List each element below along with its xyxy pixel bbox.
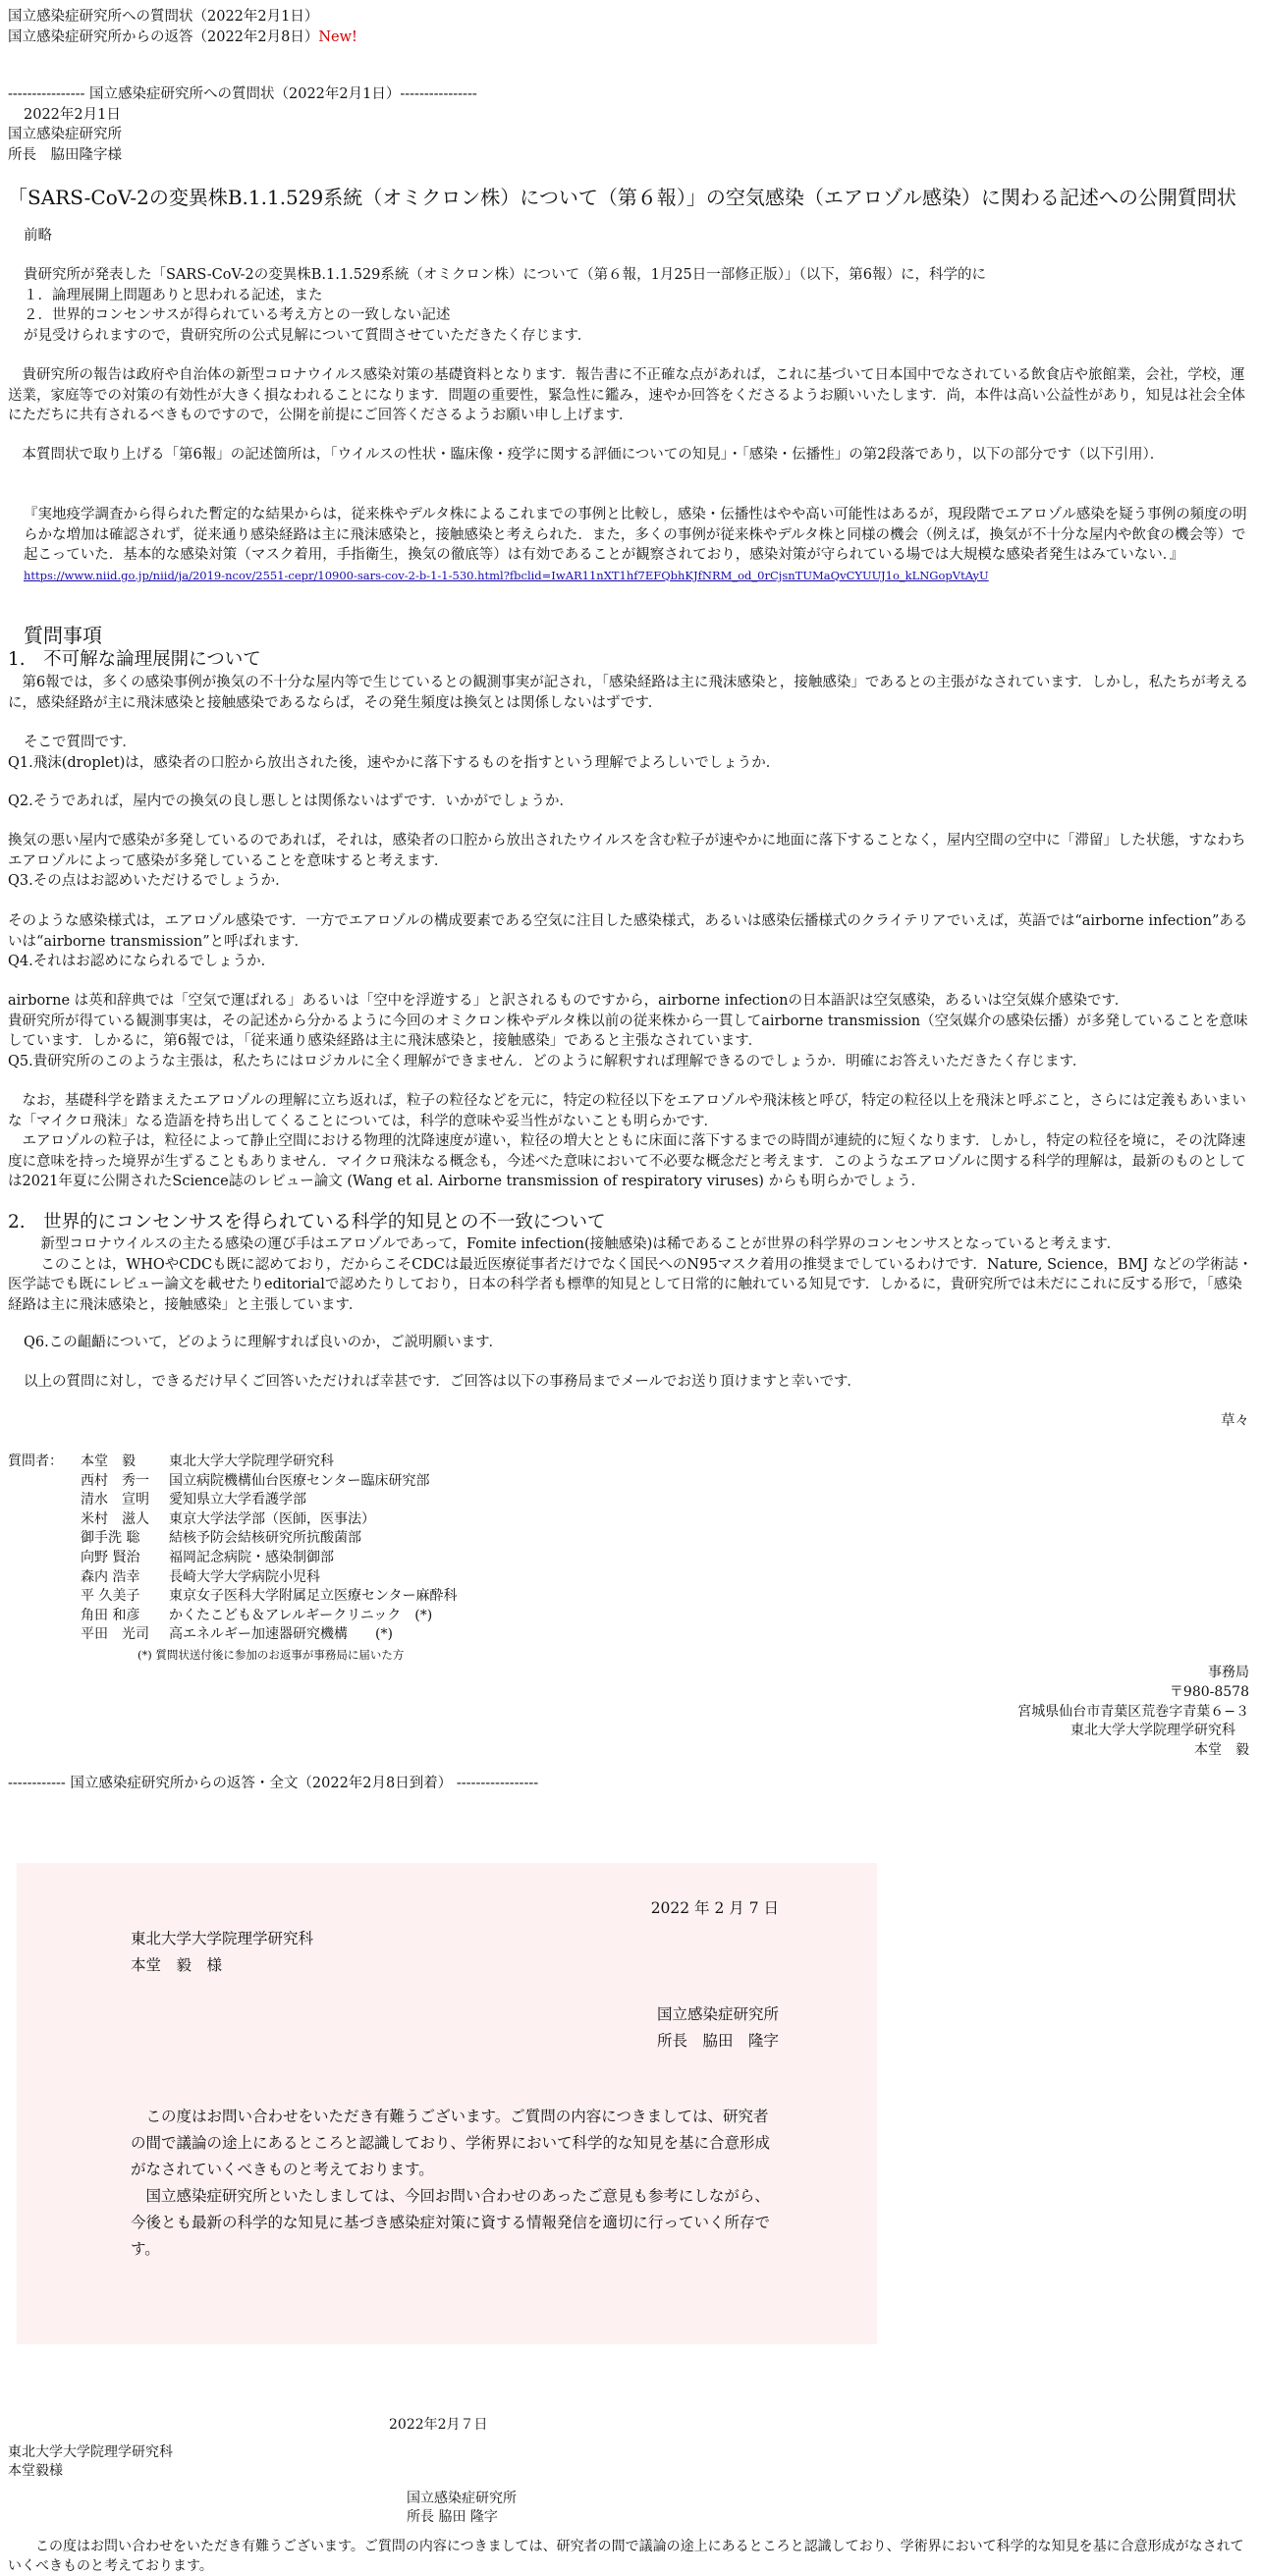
- signer-affiliation: 愛知県立大学看護学部: [169, 1492, 306, 1508]
- signer-affiliation: 国立病院機構仙台医療センター臨床研究部: [169, 1472, 430, 1489]
- section1-note-1: なお，基礎科学を踏まえたエアロゾルの理解に立ち返れば，粒子の粒径などを元に，特定の粒径以下をエアロゾルや飛沫核と呼び，特定の粒径以上を飛沫と呼ぶこと，さらには定義もあいまいな「マイクロ飛沫」なる造語を持ち出してくることについては，科学的意味や妥当性がないことも明らかです．: [8, 1093, 1246, 1129]
- section1-title: 1. 不可解な論理展開について: [8, 649, 261, 670]
- signers-note: (*) 質問状送付後に参加のお返事が事務局に届いた方: [137, 1647, 405, 1662]
- reply-from: [657, 2001, 779, 2055]
- signer-label-cell: [8, 1568, 81, 1588]
- reply-banner: ------------ 国立感染症研究所からの返答・全文（2022年2月8日到着） -----------------: [8, 1776, 539, 1791]
- signer-row: [8, 1510, 457, 1530]
- plain-reply: [8, 2416, 1255, 2576]
- recipient-name: 所長 脇田隆字様: [8, 146, 122, 163]
- signer-row: [8, 1491, 457, 1510]
- signer-name: 向野 賢治: [81, 1549, 140, 1565]
- signer-label-cell: [8, 1529, 81, 1549]
- section1-note: [8, 1091, 1253, 1192]
- reply-banner-block: [8, 1774, 1253, 1794]
- office-line-3: 宮城県仙台市青葉区荒巻字青葉６−３: [1017, 1703, 1249, 1720]
- signer-name: 西村 秀一: [81, 1472, 149, 1489]
- question-5-lead-2: 貴研究所が得ている観測事実は，その記述から分かるように今回のオミクロン株やデルタ株以前の従来株から一貫してairborne transmission（空気媒介の感染伝播）が多発していることを意味しています．しかるに，第6報では，「従来通り感染経路は主に飛沫感染と，接触感染」であると主張なされています．: [8, 1013, 1248, 1049]
- then-question-text: そこで質問です．: [24, 735, 137, 750]
- signer-name: 森内 浩幸: [81, 1568, 140, 1585]
- letter-title: 「SARS-CoV-2の変異株B.1.1.529系統（オミクロン株）について（第６報）」の空気感染（エアロゾル感染）に関わる記述への公開質問状: [8, 186, 1236, 209]
- preface-heading: 前略: [24, 228, 52, 244]
- office-line-1: 事務局: [1208, 1665, 1249, 1680]
- question-letter-link[interactable]: 国立感染症研究所への質問状（2022年2月1日）: [8, 9, 319, 25]
- question-4-lead: そのような感染様式は，エアロゾル感染です．一方でエアロゾルの構成要素である空気に注目した感染様式，あるいは感染伝播様式のクライテリアでいえば，英語では“airborne infection”あるいは“airborne transmission”と呼ばれます．: [8, 913, 1248, 950]
- q4-block: [8, 911, 1253, 972]
- section1-text: 第6報では，多くの感染事例が換気の不十分な屋内等で生じているとの観測事実が記され，「感染経路は主に飛沫感染と，接触感染」であるとの主張がなされています．しかし，私たちが考えるに，感染経路が主に飛沫感染と接触感染であるならば，その発生頻度は換気とは関係しないはずです．: [8, 675, 1249, 711]
- reply-body-2: 国立感染症研究所といたしましては、今回お問い合わせのあったご意見も参考にしながら、今後とも最新の科学的な知見に基づき感染症対策に資する情報発信を適切に行っていく所存です。: [131, 2187, 771, 2258]
- q5-block: [8, 991, 1253, 1071]
- header-links: [8, 7, 1253, 47]
- signer-row: [8, 1452, 457, 1472]
- section2: [8, 1211, 1253, 1315]
- new-badge: New!: [318, 28, 357, 45]
- signer-affiliation: 高エネルギー加速器研究機構 (*): [169, 1626, 393, 1643]
- recipient-org: 国立感染症研究所: [8, 127, 122, 142]
- section2-text-1: 新型コロナウイルスの主たる感染の運び手はエアロゾルであって，Fomite infection(接触感染)は稀であることが世界の科学界のコンセンサスとなっていると考えます．: [40, 1236, 1122, 1252]
- intro-line-1: 貴研究所が発表した「SARS-CoV-2の変異株B.1.1.529系統（オミクロン株）について（第６報，1月25日一部修正版）」（以下，第6報）に，科学的に: [24, 267, 986, 283]
- q2-block: [8, 792, 1253, 812]
- plain-reply-body: この度はお問い合わせをいただき有難うございます。ご質問の内容につきましては、研究者の間で議論の途上にあるところと認識しており、学術界において科学的な知見を基に合意形成がなされていくべきものと考えております。: [8, 2538, 1244, 2574]
- signers-block: [8, 1452, 1253, 1665]
- closing-block: [8, 1372, 1253, 1393]
- signer-label-cell: [8, 1625, 81, 1645]
- office-block: [8, 1664, 1253, 1761]
- questions-heading: 質問事項: [24, 624, 102, 647]
- importance-paragraph: [8, 365, 1253, 426]
- signer-affiliation: 東京女子医科大学附属足立医療センター麻酔科: [169, 1588, 458, 1605]
- reply-letter-image: [17, 1863, 877, 2344]
- signer-name: 角田 和彦: [81, 1607, 140, 1623]
- reply-to-org: 東北大学大学院理学研究科: [131, 1930, 314, 1947]
- signer-name: 米村 滋人: [81, 1510, 149, 1527]
- q1-block: [8, 733, 1253, 773]
- office-line-2: 〒980-8578: [1169, 1683, 1249, 1700]
- questions-heading-block: [8, 623, 1253, 672]
- question-6: Q6.この齟齬について，どのように理解すれば良いのか，ご説明願います．: [24, 1335, 503, 1350]
- signer-affiliation: 結核予防会結核研究所抗酸菌部: [169, 1530, 361, 1547]
- plain-reply-from-org: 国立感染症研究所: [407, 2490, 517, 2506]
- intro-line-3: ２．世界的コンセンサスが得られている考え方との一致しない記述: [24, 307, 451, 323]
- signer-label-cell: [8, 1549, 81, 1568]
- signer-row: [8, 1607, 457, 1626]
- question-1: Q1.飛沫(droplet)は，感染者の口腔から放出された後，速やかに落下するものを指すという理解でよろしいでしょうか．: [8, 754, 781, 771]
- sosou-text: 草々: [1221, 1413, 1249, 1429]
- signer-row: [8, 1549, 457, 1568]
- signer-affiliation: 東北大学大学院理学研究科: [169, 1453, 334, 1469]
- signer-row: [8, 1529, 457, 1549]
- signer-row: [8, 1587, 457, 1607]
- signer-affiliation: かくたこども＆アレルギークリニック (*): [169, 1607, 433, 1623]
- signer-name: 本堂 毅: [81, 1453, 136, 1469]
- reply-to-name: 本堂 毅 様: [131, 1956, 223, 1974]
- scope-text: 本質問状で取り上げる「第6報」の記述箇所は，「ウイルスの性状・臨床像・疫学に関する評価についての知見」・「感染・伝播性」の第2段落であり，以下の部分です（以下引用）．: [22, 447, 1165, 463]
- closing-text: 以上の質問に対し，できるだけ早くご回答いただければ幸甚です．ご回答は以下の事務局までメールでお送り頂けますと幸いです．: [24, 1374, 861, 1390]
- section1-paragraph: [8, 673, 1253, 713]
- letter-header: [8, 84, 1253, 165]
- signer-row: [8, 1625, 457, 1645]
- signer-label-cell: 質問者：: [8, 1453, 63, 1469]
- signer-name: 平 久美子: [81, 1588, 140, 1605]
- question-2: Q2.そうであれば，屋内での換気の良し悪しとは関係ないはずです．いかがでしょうか．: [8, 794, 574, 809]
- reply-date: 2022 年 2 月 7 日: [650, 1899, 779, 1917]
- letter-banner: ---------------- 国立感染症研究所への質問状（2022年2月1日）----------------: [8, 86, 477, 102]
- importance-text: 貴研究所の報告は政府や自治体の新型コロナウイルス感染対策の基礎資料となります．報告書に不正確な点があれば，これに基づいて日本国中でなされている飲食店や旅館業，会社，学校，運送業，家庭等での対策の有効性が大きく損なわれることになります．問題の重要性，緊急性に鑑み，速やか回答をくださるようお願いいたします．尚，本件は高い公益性があり，知見は社会全体にただちに共有されるべきものですので，公開を前提にご回答くださるようお願い申し上げます．: [8, 367, 1246, 423]
- q6-block: [8, 1333, 1253, 1353]
- signer-affiliation: 福岡記念病院・感染制御部: [169, 1549, 334, 1565]
- signer-label-cell: [8, 1607, 81, 1626]
- letter-date: 2022年2月1日: [24, 106, 121, 123]
- question-5-lead-1: airborne は英和辞典では「空気で運ばれる」あるいは「空中を浮遊する」と訳されるものですから，airborne infectionの日本語訳は空気感染，あるいは空気媒介感染です．: [8, 993, 1129, 1009]
- preface: [8, 226, 1253, 247]
- reply-from-org: 国立感染症研究所: [656, 2005, 779, 2023]
- signer-affiliation: 長崎大学大学病院小児科: [169, 1568, 320, 1585]
- signer-name: 清水 宣明: [81, 1492, 149, 1508]
- intro-line-2: １．論理展開上問題ありと思われる記述，また: [24, 287, 323, 303]
- signer-label-cell: [8, 1472, 81, 1492]
- reply-body: [131, 2104, 779, 2263]
- quotation-block: [8, 505, 1253, 585]
- quotation-text: 『実地疫学調査から得られた暫定的な結果からは，従来株やデルタ株によるこれまでの事例と比較し，感染・伝播性はやや高い可能性はあるが，現段階でエアロゾル感染を疑う事例の頻度の明らかな増加は確認されず，従来通り感染経路は主に飛沫感染と，接触感染と考えられた．また，多くの事例が従来株やデルタ株と同様の機会（例えば，換気が不十分な屋内や飲食の機会等）で起こっていた．基本的な感染対策（マスク着用，手指衛生，換気の徹底等）は有効であることが観察されており，感染対策が守られている場では大規模な感染者発生はみていない．』: [24, 507, 1247, 563]
- section1-note-2: エアロゾルの粒子は，粒径によって静止空間における物理的沈降速度が違い，粒径の増大とともに床面に落下するまでの時間が連続的に短くなります．しかし，特定の粒径を境に，その沈降速度に意味を持った境界が生ずることもありません．マイクロ飛沫なる概念も，今述べた意味において不必要な概念だと考えます．このようなエアロゾルに関する科学的理解は，最新のものとしては2021年夏に公開されたScience誌のレビュー論文 (Wang et al. Airborne transmission of respiratory viruses) からも明らかでしょう．: [8, 1133, 1246, 1189]
- reply-letter-content: [131, 1895, 779, 2258]
- intro-line-4: が見受けられますので，貴研究所の公式見解について質問させていただきたく存じます．: [24, 327, 592, 344]
- signer-affiliation: 東京大学法学部（医師，医事法）: [169, 1510, 375, 1527]
- section2-title: 2. 世界的にコンセンサスを得られている科学的知見との不一致について: [8, 1212, 606, 1233]
- letter-title-block: [8, 184, 1253, 211]
- office-line-5: 本堂 毅: [1194, 1742, 1249, 1759]
- question-3-lead: 換気の悪い屋内で感染が多発しているのであれば，それは，感染者の口腔から放出されたウイルスを含む粒子が速やかに地面に落下することなく，屋内空間の空中に「滞留」した状態，すなわちエアロゾルによって感染が多発していることを意味すると考えます．: [8, 833, 1246, 869]
- signer-row: [8, 1568, 457, 1588]
- plain-reply-to-org: 東北大学大学院理学研究科: [8, 2443, 173, 2460]
- signer-label-cell: [8, 1491, 81, 1510]
- office-line-4: 東北大学大学院理学研究科: [1070, 1723, 1235, 1739]
- scope-paragraph: [8, 445, 1253, 466]
- question-4: Q4.それはお認めになられるでしょうか．: [8, 954, 276, 969]
- signer-label-cell: [8, 1510, 81, 1530]
- question-3: Q3.その点はお認めいただけるでしょうか．: [8, 873, 290, 889]
- plain-reply-to-name: 本堂毅様: [8, 2463, 63, 2480]
- q3-block: [8, 831, 1253, 892]
- signer-name: 平田 光司: [81, 1626, 149, 1643]
- intro: [8, 265, 1253, 346]
- reply-body-1: この度はお問い合わせをいただき有難うございます。ご質問の内容につきましては、研究者の間で議論の途上にあるところと認識しており、学術界において科学的な知見を基に合意形成がなされていくべきものと考えております。: [131, 2108, 771, 2178]
- plain-reply-date: 2022年2月７日: [389, 2417, 488, 2433]
- signers-table: [8, 1452, 457, 1645]
- reply-from-name: 所長 脇田 隆字: [656, 2032, 779, 2050]
- source-link[interactable]: https://www.niid.go.jp/niid/ja/2019-ncov/2551-cepr/10900-sars-cov-2-b-1-1-530.html?fbclid=IwAR11nXT1hf7EFQbhKJfNRM_od_0rCjsnTUMaQvCYUUJ1o_kLNGopVtAyU: [24, 568, 989, 582]
- reply-link[interactable]: 国立感染症研究所からの返答（2022年2月8日）: [8, 28, 319, 45]
- plain-reply-from-name: 所長 脇田 隆字: [407, 2509, 498, 2526]
- sosou-block: [8, 1411, 1253, 1432]
- signer-name: 御手洗 聡: [81, 1530, 140, 1547]
- signer-label-cell: [8, 1587, 81, 1607]
- question-5: Q5.貴研究所のこのような主張は，私たちにはロジカルに全く理解ができません．どのように解釈すれば理解できるのでしょうか．明確にお答えいただきたく存じます．: [8, 1053, 1087, 1069]
- section2-text-2: このことは，WHOやCDCも既に認めており，だからこそCDCは最近医療従事者だけでなく国民へのN95マスク着用の推奨までしているわけです．Nature, Science，BMJ などの学術誌・医学誌でも既にレビュー論文を載せたりeditorialで認めたりしており，日本の科学者も標準的知見として日常的に触れている知見です．しかるに，貴研究所では未だにこれに反する形で，「感染経路は主に飛沫感染と，接触感染」と主張しています．: [8, 1256, 1253, 1313]
- signer-row: [8, 1472, 457, 1492]
